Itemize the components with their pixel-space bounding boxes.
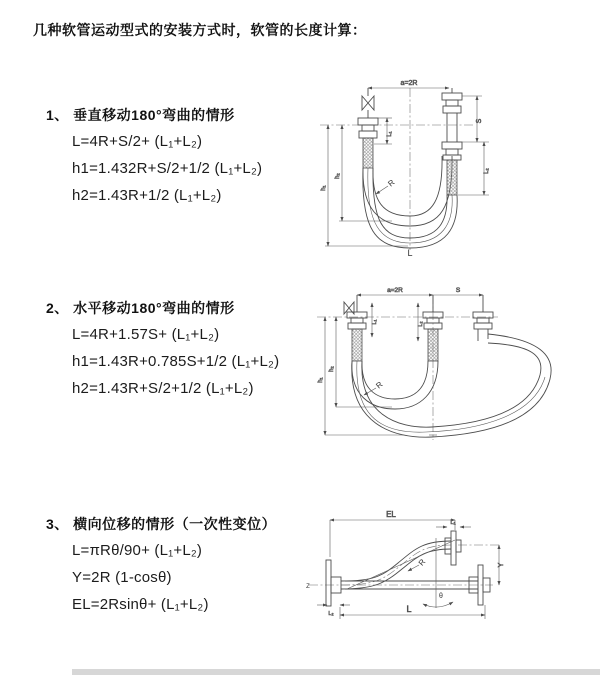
braided-hose-section <box>447 160 457 195</box>
dim-l <box>340 604 485 619</box>
dim-s-l2 <box>458 96 490 195</box>
centerline-mark: Z <box>306 584 310 590</box>
dim-y <box>498 545 505 585</box>
formula-line: h1=1.432R+S/2+1/2 (L₁+L₂) <box>72 160 263 177</box>
formula-line: h2=1.43R+S/2+1/2 (L₁+L₂) <box>72 380 254 397</box>
horizontal-bend-drawing <box>312 283 562 447</box>
section-heading: 2、 水平移动180°弯曲的情形 <box>46 300 235 316</box>
radius-leader <box>408 557 428 571</box>
left-riser-fitting <box>358 88 378 168</box>
formula-line: h1=1.43R+0.785S+1/2 (L₁+L₂) <box>72 353 280 370</box>
formula-line: L=πRθ/90+ (L₁+L₂) <box>72 542 203 559</box>
braided-hose-section <box>428 329 438 361</box>
dim-label-el: EL <box>386 510 396 519</box>
diagram-horizontal-180-bend <box>312 283 562 447</box>
radius-label: R <box>416 557 428 568</box>
braided-hose-section <box>352 329 362 361</box>
valve-icon <box>362 96 374 110</box>
dim-label-l1: L₁ <box>450 520 456 526</box>
dim-label-l2: L₂ <box>484 168 490 174</box>
length-label: L <box>407 248 413 258</box>
formula-line: L=4R+S/2+ (L₁+L₂) <box>72 133 203 150</box>
radius-label: R <box>386 177 397 189</box>
dim-label-a: a=2R <box>387 287 403 294</box>
vertical-bend-drawing <box>312 72 507 258</box>
dim-a-2r-and-s <box>357 287 483 295</box>
page-title: 几种软管运动型式的安装方式时，软管的长度计算： <box>33 22 367 38</box>
section-heading: 1、 垂直移动180°弯曲的情形 <box>46 107 235 123</box>
diagram-lateral-displacement <box>301 507 566 649</box>
dim-label-l1: L₁ <box>387 131 393 137</box>
left-flange <box>326 560 341 606</box>
dim-l2 <box>418 303 424 341</box>
dim-label-a: a=2R <box>400 80 418 87</box>
radius-leader <box>364 380 385 395</box>
scan-edge-shadow <box>72 669 600 675</box>
dim-label-h1: h₁ <box>318 377 324 383</box>
radius-leader <box>376 178 397 194</box>
radius-label: R <box>374 379 385 391</box>
s-curve-hose <box>341 541 451 589</box>
formula-line: h2=1.43R+1/2 (L₁+L₂) <box>72 187 222 204</box>
section-heading: 3、 横向位移的情形（一次性变位） <box>46 516 277 532</box>
dim-a-2r <box>368 80 449 88</box>
braided-hose-section <box>363 138 373 168</box>
dim-label-l2: L₂ <box>418 321 424 327</box>
formula-line: L=4R+1.57S+ (L₁+L₂) <box>72 326 220 343</box>
left-fitting <box>347 295 367 361</box>
dim-label-l2: L₂ <box>328 611 334 617</box>
dim-label-h1: h₁ <box>321 185 327 191</box>
right-riser-fitting <box>442 88 462 195</box>
dim-label-h2: h₂ <box>329 366 335 372</box>
dim-label-h2: h₂ <box>335 173 341 179</box>
diagram-vertical-180-bend <box>312 72 507 258</box>
dim-label-s: S <box>455 287 461 294</box>
dim-l1 <box>436 520 471 527</box>
formula-line: Y=2R (1-cosθ) <box>72 569 172 586</box>
section-horizontal-move <box>46 299 279 407</box>
angle-construction <box>347 538 455 608</box>
upper-flange-displaced <box>445 531 461 565</box>
dim-label-s: S <box>476 118 483 124</box>
centerlines <box>317 295 498 440</box>
dim-l1 <box>372 303 378 337</box>
dim-label-l1: L₁ <box>372 319 378 325</box>
angle-label: θ <box>439 593 443 600</box>
formula-line: EL=2Rsinθ+ (L₁+L₂) <box>72 596 209 613</box>
length-label: L <box>406 604 412 614</box>
centerlines <box>306 545 499 590</box>
dim-label-y: Y <box>498 562 505 568</box>
lateral-displacement-drawing <box>301 507 566 649</box>
section-vertical-move <box>46 106 262 214</box>
section-lateral-displacement <box>46 515 276 623</box>
